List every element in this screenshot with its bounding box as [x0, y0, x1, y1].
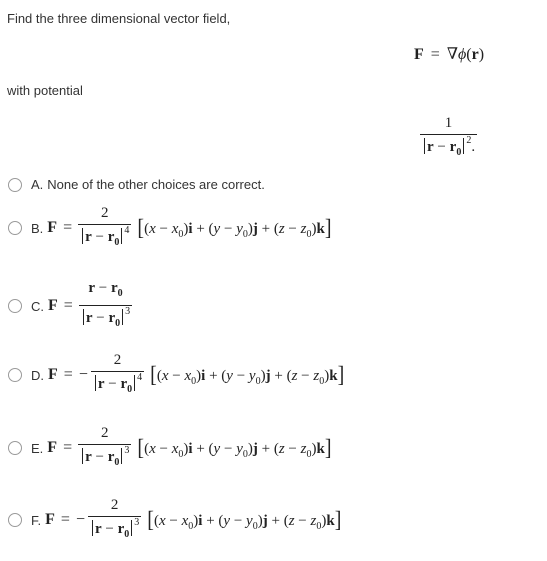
- option-e[interactable]: E. F = $\frac{2}{r - r_0^3}$ $[(x - x_0)i + (y - y_0)j + (z - z_0)k]$: [8, 425, 332, 471]
- radio-d[interactable]: [8, 368, 22, 382]
- option-d-fraction: $\frac{2}{r - r_0^4}$: [91, 352, 144, 398]
- option-c-fraction: $\frac{r - r_0}{r - r_0^3}$: [79, 280, 132, 332]
- radio-e[interactable]: [8, 441, 22, 455]
- radio-c[interactable]: [8, 299, 22, 313]
- radio-b[interactable]: [8, 221, 22, 235]
- option-c[interactable]: C. F = $\frac{r - r_0}{r - r_0^3}$: [8, 280, 132, 332]
- option-f[interactable]: F. F = − $\frac{2}{r - r_0^3}$ $[(x - x_0)i + (y - y_0)j + (z - z_0)k]$: [8, 497, 341, 543]
- option-d[interactable]: D. F = − $\frac{2}{r - r_0^4}$ $[(x - x_0)i + (y - y_0)j + (z - z_0)k]$: [8, 352, 344, 398]
- potential-label: with potential: [7, 83, 83, 98]
- question-prompt: Find the three dimensional vector field,: [7, 11, 231, 26]
- option-c-letter: C.: [31, 298, 44, 314]
- option-b-letter: B.: [31, 220, 44, 236]
- option-e-vector: $[(x - x_0)i + (y - y_0)j + (z - z_0)k]$: [137, 435, 332, 461]
- option-d-letter: D.: [31, 367, 44, 383]
- option-a-text: None of the other choices are correct.: [47, 177, 265, 192]
- option-a[interactable]: [8, 177, 265, 192]
- option-f-vector: $[(x - x_0)i + (y - y_0)j + (z - z_0)k]$: [147, 507, 342, 533]
- option-e-letter: E.: [31, 440, 44, 456]
- option-b-fraction: $\frac{2}{r - r_0^4}$: [78, 205, 131, 251]
- option-a-letter: A.: [31, 177, 44, 192]
- option-e-fraction: $\frac{2}{r - r_0^3}$: [78, 425, 131, 471]
- field-formula: F = ∇ϕ(r): [414, 46, 485, 63]
- option-f-fraction: $\frac{2}{r - r_0^3}$: [88, 497, 141, 543]
- option-b-vector: $[(x - x_0)i + (y - y_0)j + (z - z_0)k]$: [137, 215, 332, 241]
- option-d-vector: $[(x - x_0)i + (y - y_0)j + (z - z_0)k]$: [150, 362, 345, 388]
- radio-a[interactable]: [8, 178, 22, 192]
- potential-formula: $\frac{1}{r - r_0^2.}$: [420, 115, 477, 161]
- option-f-letter: F.: [31, 512, 42, 528]
- option-b[interactable]: B. F = $\frac{2}{r - r_0^4}$ $[(x - x_0)i + (y - y_0)j + (z - z_0)k]$: [8, 205, 332, 251]
- radio-f[interactable]: [8, 513, 22, 527]
